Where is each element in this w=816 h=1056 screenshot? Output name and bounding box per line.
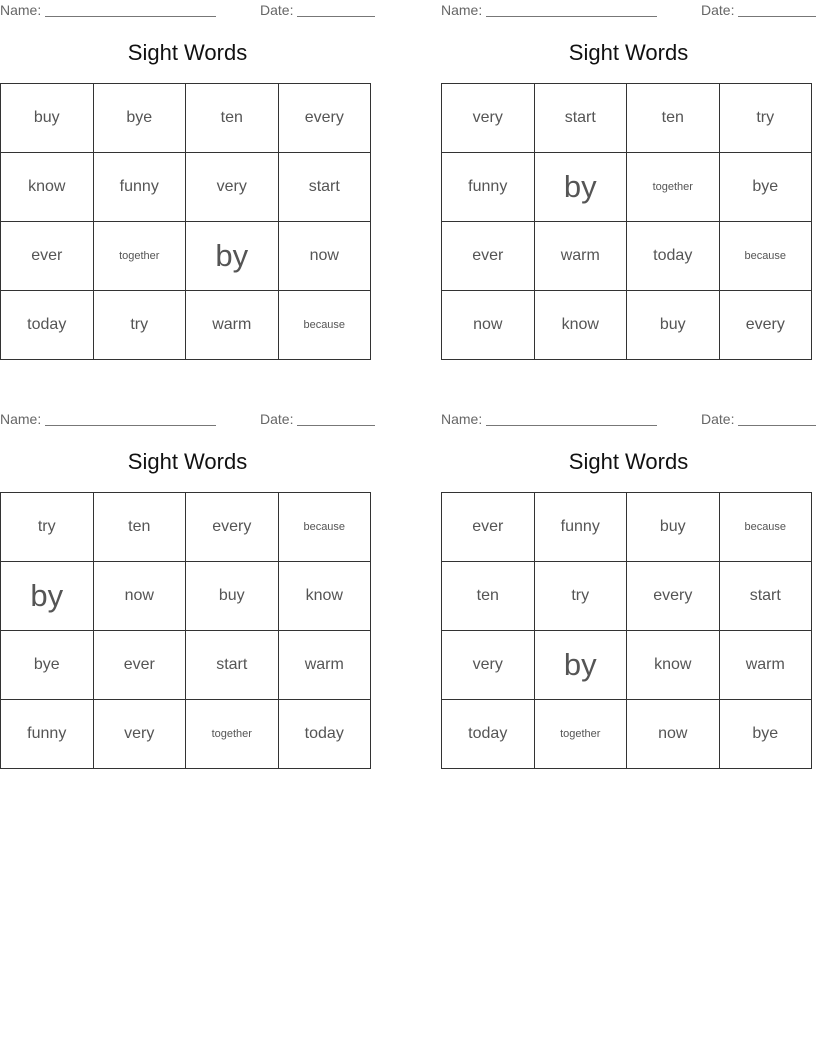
grid-cell: bye [719,153,812,222]
card-title: Sight Words [127,40,248,65]
grid-cell: because [278,291,371,360]
name-label: Name: [441,411,483,427]
date-blank[interactable] [738,16,816,17]
grid-cell: try [93,291,186,360]
date-blank[interactable] [738,425,816,426]
grid-cell: today [442,700,535,769]
date-blank[interactable] [297,425,375,426]
grid-row [442,222,812,291]
grid-row [442,700,812,769]
grid-row [442,631,812,700]
grid-cell: funny [442,153,535,222]
grid-cell: know [534,291,627,360]
grid-cell: start [186,631,279,700]
name-date-row [0,2,375,20]
date-label: Date: [701,411,735,427]
grid-cell: buy [186,562,279,631]
name-label: Name: [0,411,42,427]
grid-row [442,562,812,631]
grid-cell: very [442,84,535,153]
grid-cell: bye [1,631,94,700]
grid-cell-center: by [186,222,279,291]
word-grid [441,492,812,769]
grid-cell: buy [1,84,94,153]
grid-cell: start [278,153,371,222]
grid-cell: very [186,153,279,222]
date-label: Date: [701,2,735,18]
name-blank[interactable] [45,425,216,426]
grid-cell: know [1,153,94,222]
grid-cell: ever [1,222,94,291]
grid-cell: funny [534,493,627,562]
grid-cell: ever [442,222,535,291]
grid-row [1,631,371,700]
grid-cell: every [719,291,812,360]
grid-cell: warm [534,222,627,291]
grid-row [1,493,371,562]
grid-cell: buy [627,291,720,360]
name-blank[interactable] [486,16,657,17]
name-date-row [441,2,816,20]
name-blank[interactable] [45,16,216,17]
grid-cell: buy [627,493,720,562]
grid-row [1,84,371,153]
grid-cell: try [1,493,94,562]
grid-cell: try [534,562,627,631]
grid-cell-center: by [534,631,627,700]
grid-cell: bye [93,84,186,153]
grid-cell: ten [627,84,720,153]
grid-cell: ever [93,631,186,700]
grid-cell: funny [93,153,186,222]
grid-row [442,493,812,562]
grid-cell-center: by [534,153,627,222]
name-label: Name: [441,2,483,18]
name-blank[interactable] [486,425,657,426]
name-date-row [441,411,816,429]
name-label: Name: [0,2,42,18]
grid-cell: warm [719,631,812,700]
date-label: Date: [260,411,294,427]
grid-cell: warm [186,291,279,360]
grid-cell: now [93,562,186,631]
grid-cell: know [278,562,371,631]
grid-row [442,291,812,360]
grid-cell: try [719,84,812,153]
grid-cell: now [627,700,720,769]
grid-cell: every [186,493,279,562]
grid-cell: together [534,700,627,769]
card-title: Sight Words [568,40,689,65]
grid-cell: today [278,700,371,769]
grid-row [1,700,371,769]
card-title: Sight Words [568,449,689,474]
grid-row [442,84,812,153]
grid-cell: because [719,222,812,291]
grid-cell: every [278,84,371,153]
grid-row [1,291,371,360]
grid-cell: warm [278,631,371,700]
grid-cell: now [442,291,535,360]
card-title: Sight Words [127,449,248,474]
grid-cell: very [93,700,186,769]
grid-row [1,153,371,222]
grid-cell: start [719,562,812,631]
grid-cell-center: by [1,562,94,631]
grid-cell: funny [1,700,94,769]
grid-row [442,153,812,222]
date-blank[interactable] [297,16,375,17]
grid-cell: start [534,84,627,153]
grid-cell: now [278,222,371,291]
grid-cell: because [719,493,812,562]
grid-row [1,562,371,631]
grid-cell: ever [442,493,535,562]
grid-cell: together [93,222,186,291]
grid-cell: together [627,153,720,222]
grid-cell: ten [186,84,279,153]
date-label: Date: [260,2,294,18]
grid-cell: together [186,700,279,769]
grid-cell: today [627,222,720,291]
grid-cell: ten [93,493,186,562]
word-grid [0,83,371,360]
word-grid [0,492,371,769]
grid-cell: bye [719,700,812,769]
grid-cell: know [627,631,720,700]
grid-row [1,222,371,291]
grid-cell: every [627,562,720,631]
grid-cell: because [278,493,371,562]
grid-cell: very [442,631,535,700]
grid-cell: ten [442,562,535,631]
grid-cell: today [1,291,94,360]
word-grid [441,83,812,360]
name-date-row [0,411,375,429]
